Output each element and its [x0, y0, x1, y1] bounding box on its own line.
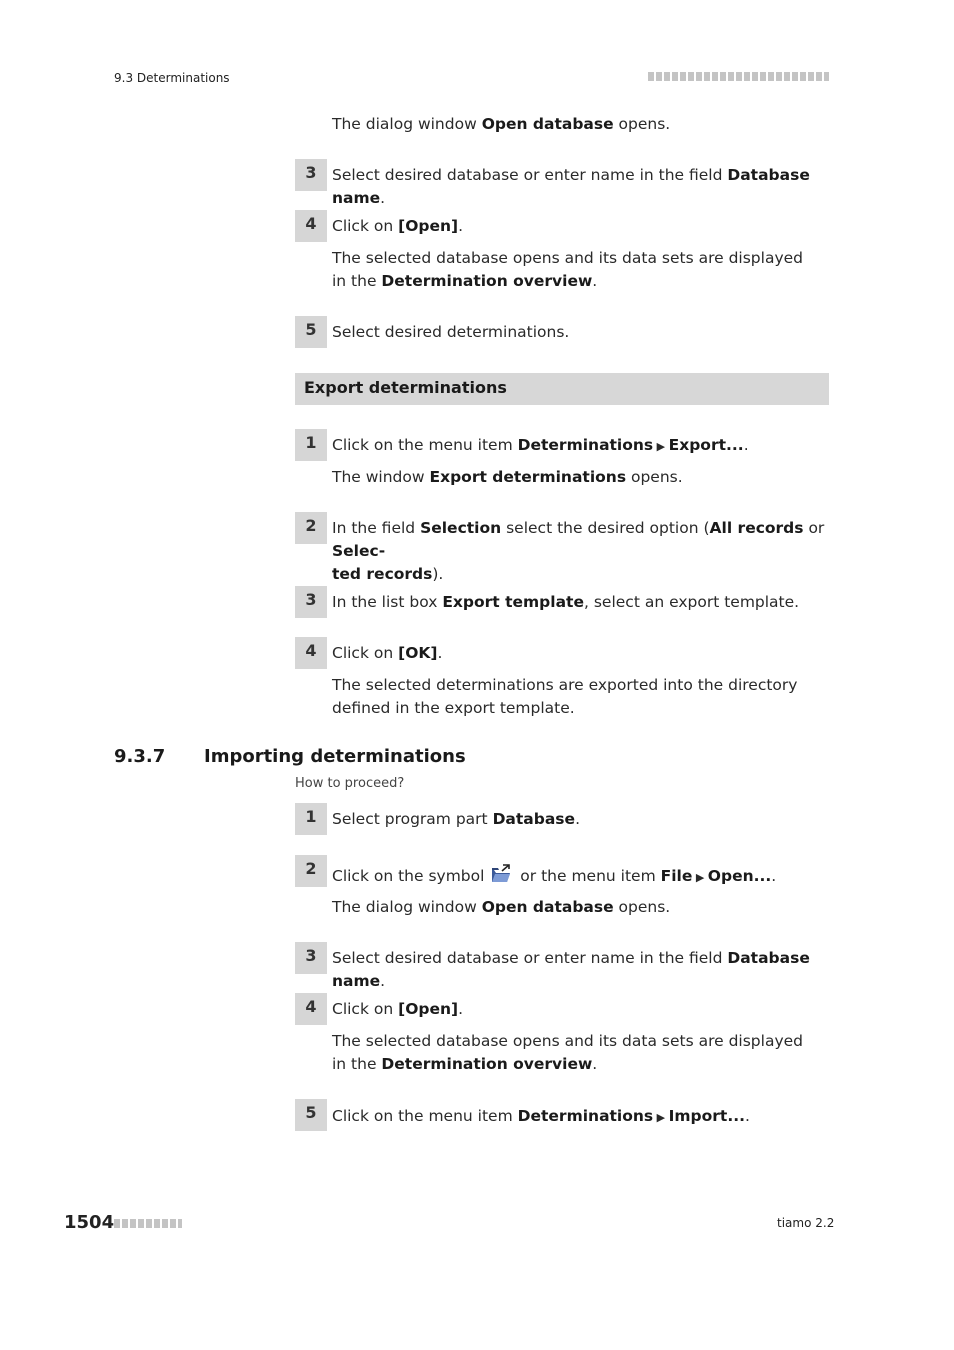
step-note: The window Export determinations opens. — [332, 468, 683, 486]
step-number: 3 — [295, 586, 327, 618]
how-to-proceed: How to proceed? — [295, 776, 405, 791]
step-number: 1 — [295, 429, 327, 461]
menu-arrow-icon: ▶ — [653, 1111, 669, 1124]
step-text: In the list box Export template, select an export template. — [332, 593, 800, 611]
menu-arrow-icon: ▶ — [653, 440, 669, 453]
step-number: 4 — [295, 210, 327, 242]
export-heading-band — [295, 373, 829, 405]
export-heading: Export determinations — [304, 378, 507, 397]
step-note: The selected determinations are exported into the directory defined in the export template. — [332, 676, 798, 717]
step-number: 2 — [295, 512, 327, 544]
step-text: Click on [Open]. — [332, 217, 464, 235]
page-number: 1504 — [64, 1212, 115, 1233]
running-header-section: 9.3 Determinations — [114, 71, 230, 85]
step-text: Click on [OK]. — [332, 644, 443, 662]
header-decoration-dots — [648, 72, 829, 81]
step-number: 5 — [295, 316, 327, 348]
step-number: 5 — [295, 1099, 327, 1131]
step-text: Click on the menu item Determinations ▶ Import.... — [332, 1107, 750, 1125]
step-text: Click on the symbol or the menu item File ▶ Open.... — [332, 864, 832, 889]
step-text: Click on the menu item Determinations ▶ Export.... — [332, 436, 749, 454]
step-text: Click on [Open]. — [332, 1000, 464, 1018]
dialog-opens-text: The dialog window Open database opens. — [332, 115, 671, 133]
product-name: tiamo 2.2 — [777, 1216, 835, 1230]
step-note: The dialog window Open database opens. — [332, 898, 671, 916]
menu-arrow-icon: ▶ — [692, 871, 708, 884]
section-title: Importing determinations — [204, 746, 466, 767]
step-number: 3 — [295, 159, 327, 191]
step-text: Select desired database or enter name in the field Database name. — [332, 166, 810, 207]
section-number: 9.3.7 — [114, 746, 166, 767]
step-text: Select desired database or enter name in the field Database name. — [332, 949, 810, 990]
step-number: 4 — [295, 993, 327, 1025]
footer-decoration-dots — [114, 1219, 182, 1228]
step-note: The selected database opens and its data sets are displayed in the Determination overview. — [332, 249, 803, 290]
step-number: 3 — [295, 942, 327, 974]
step-text: Select program part Database. — [332, 810, 580, 828]
step-note: The selected database opens and its data sets are displayed in the Determination overview. — [332, 1032, 803, 1073]
step-number: 2 — [295, 855, 327, 887]
step-text: Select desired determinations. — [332, 323, 570, 341]
step-text: In the field Selection select the desired option (All records or Selec- ted records). — [332, 519, 825, 583]
step-number: 1 — [295, 803, 327, 835]
step-number: 4 — [295, 637, 327, 669]
open-folder-icon — [491, 864, 513, 884]
